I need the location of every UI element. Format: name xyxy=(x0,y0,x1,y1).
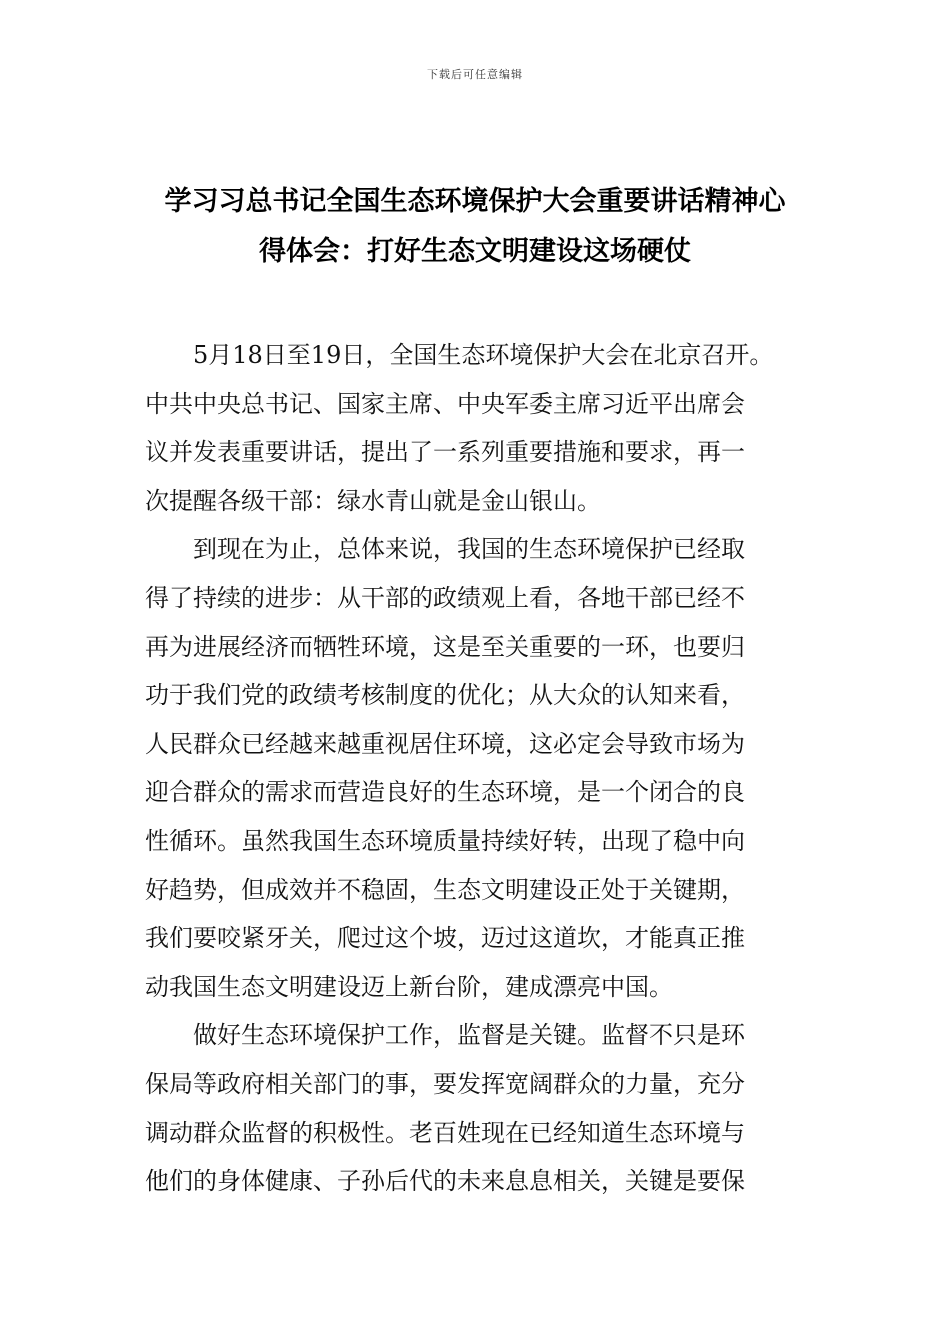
text-line: 功于我们党的政绩考核制度的优化；从大众的认知来看， xyxy=(145,681,745,710)
paragraph-3 xyxy=(145,1011,815,1205)
text-line: 我们要咬紧牙关，爬过这个坡，迈过这道坎，才能真正推 xyxy=(145,924,745,953)
paragraph-1 xyxy=(145,331,815,525)
text-line: 保局等政府相关部门的事，要发挥宽阔群众的力量，充分 xyxy=(145,1069,745,1098)
document-title xyxy=(120,177,830,277)
text-line: 他们的身体健康、子孙后代的未来息息相关，关键是要保 xyxy=(145,1167,745,1196)
text-line: 得了持续的进步：从干部的政绩观上看，各地干部已经不 xyxy=(145,583,745,612)
document-body xyxy=(145,331,815,1206)
text-line: 中共中央总书记、国家主席、中央军委主席习近平出席会 xyxy=(145,389,745,418)
text-line: 到现在为止，总体来说，我国的生态环境保护已经取 xyxy=(193,535,745,564)
text-line: 动我国生态文明建设迈上新台阶，建成漂亮中国。 xyxy=(145,972,673,1001)
text-line: 议并发表重要讲话，提出了一系列重要措施和要求，再一 xyxy=(145,438,745,467)
title-line: 学习习总书记全国生态环境保护大会重要讲话精神心 xyxy=(164,186,786,217)
text-line: 性循环。虽然我国生态环境质量持续好转，出现了稳中向 xyxy=(145,826,745,855)
text-line: 再为进展经济而牺牲环境，这是至关重要的一环，也要归 xyxy=(145,632,745,661)
text-line: 做好生态环境保护工作，监督是关键。监督不只是环 xyxy=(193,1021,745,1050)
paragraph-2 xyxy=(145,525,815,1011)
text-line: 迎合群众的需求而营造良好的生态环境，是一个闭合的良 xyxy=(145,778,745,807)
text-line: 5月18日至19日，全国生态环境保护大会在北京召开。 xyxy=(193,341,774,369)
text-line: 次提醒各级干部：绿水青山就是金山银山。 xyxy=(145,486,601,515)
header-note: 下载后可任意编辑 xyxy=(427,68,523,81)
title-line: 得体会：打好生态文明建设这场硬仗 xyxy=(259,236,691,267)
text-line: 好趋势，但成效并不稳固，生态文明建设正处于关键期， xyxy=(145,875,745,904)
text-line: 调动群众监督的积极性。老百姓现在已经知道生态环境与 xyxy=(145,1118,745,1147)
text-line: 人民群众已经越来越重视居住环境，这必定会导致市场为 xyxy=(145,729,745,758)
